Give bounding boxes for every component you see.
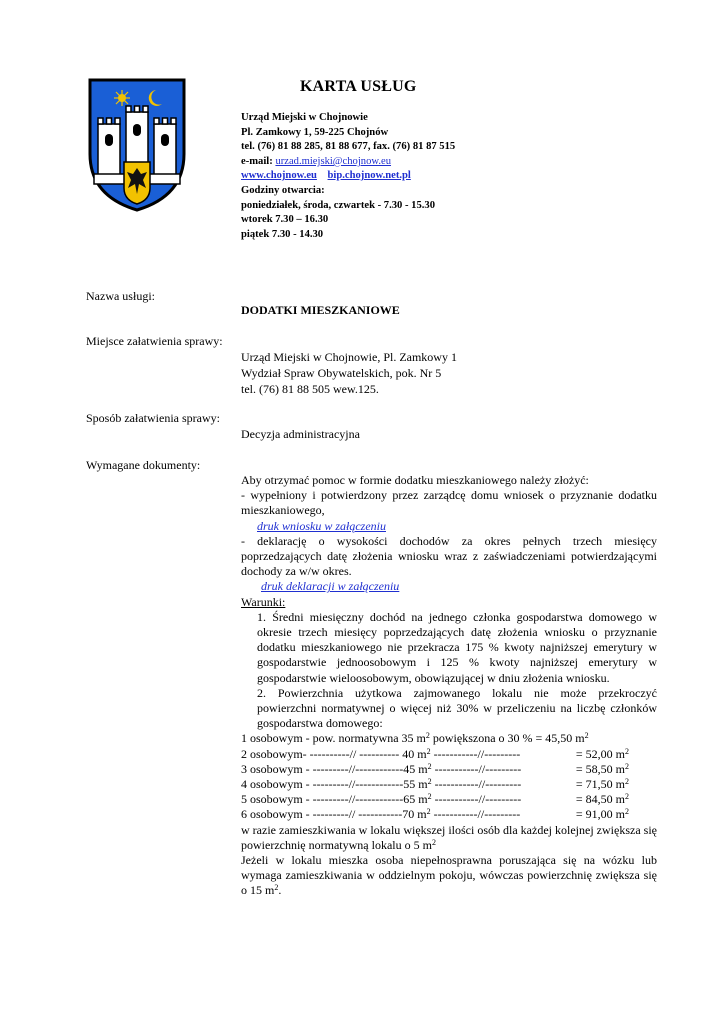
service-name-label: Nazwa usługi: — [86, 289, 155, 303]
office-info — [241, 111, 455, 242]
place-line-2: Wydział Spraw Obywatelskich, pok. Nr 5 — [241, 366, 442, 380]
coat-of-arms-logo — [86, 76, 188, 214]
norm-row-1: 1 osobowym - pow. normatywna 35 $m^2$ powiększona o 30 % = 45,50 $m^2$ — [241, 731, 589, 746]
place-label: Miejsce załatwienia sprawy: — [86, 334, 223, 348]
page-title: KARTA USŁUG — [300, 78, 417, 95]
docs-item-2: - deklarację o wysokości dochodów za okres pełnych trzech miesięcy poprzedzających datę złożenia wniosku wraz z zaświadczeniami potwierdzającymi dochody za w/w okres. — [241, 533, 657, 579]
place-line-3: tel. (76) 81 88 505 wew.125. — [241, 382, 379, 396]
office-address: Pl. Zamkowy 1, 59-225 Chojnów — [241, 126, 389, 138]
docs-intro: Aby otrzymać pomoc w formie dodatku mieszkaniowego należy złożyć: — [241, 473, 589, 487]
conditions-label: Warunki: — [241, 594, 286, 609]
note-disabled-person: Jeżeli w lokalu mieszka osoba niepełnosprawna poruszająca się na wózku lub wymaga zamieszkiwania w oddzielnym pokoju, wówczas powierzchnię zwiększa się o 15 $m^2$. — [241, 852, 657, 898]
norm-row-2: 2 osobowym- ----------// ---------- 40 $m^2$ -----------//--------- = 52,00 $m^2$ — [241, 746, 629, 761]
hours-label: Godziny otwarcia: — [241, 184, 325, 196]
required-documents — [241, 473, 657, 899]
norm-row-6: 6 osobowym - ---------// -----------70 $m^2$ -----------//--------- = 91,00 $m^2$ — [241, 807, 629, 822]
method-label: Sposób załatwienia sprawy: — [86, 411, 220, 425]
condition-2: 2. Powierzchnia użytkowa zajmowanego lokalu nie może przekroczyć powierzchni normatywnej o więcej niż 30% w przeliczeniu na liczbę członków gospodarstwa domowego: — [257, 685, 657, 731]
note-additional-person: w razie zamieszkiwania w lokalu większej ilości osób dla każdej kolejnej zwiększa się powierzchnię normatywną lokalu o 5 $m^2$ — [241, 822, 657, 852]
declaration-form-link[interactable]: druk deklaracji w załączeniu — [261, 579, 400, 594]
hours-line-1: poniedziałek, środa, czwartek - 7.30 - 15.30 — [241, 199, 436, 211]
website-line — [241, 169, 455, 184]
docs-label: Wymagane dokumenty: — [86, 458, 201, 472]
email-link[interactable]: urzad.miejski@chojnow.eu — [275, 155, 392, 167]
hours-line-2: wtorek 7.30 – 16.30 — [241, 214, 329, 226]
place-line-1: Urząd Miejski w Chojnowie, Pl. Zamkowy 1 — [241, 350, 457, 364]
office-name: Urząd Miejski w Chojnowie — [241, 112, 368, 123]
norm-row-4: 4 osobowym - ---------//------------55 $m^2$ -----------//--------- = 71,50 $m^2$ — [241, 777, 629, 792]
application-form-link[interactable]: druk wniosku w załączeniu — [257, 518, 386, 533]
email-label: e-mail: — [241, 155, 273, 167]
website-link[interactable]: www.chojnow.eu — [241, 170, 317, 182]
method-value: Decyzja administracyjna — [241, 427, 360, 441]
hours-line-3: piątek 7.30 - 14.30 — [241, 228, 324, 240]
sun-icon — [114, 90, 130, 106]
bip-link[interactable]: bip.chojnow.net.pl — [327, 170, 411, 182]
condition-1: 1. Średni miesięczny dochód na jednego członka gospodarstwa domowego w okresie trzech miesięcy poprzedzających datę złożenia wniosku o przyznanie dodatku mieszkaniowego nie przekracza 175 % kwoty najniższej emerytury w gospodarstwie jednoosobowym i 125 % kwoty najniższej emerytury w gospodarstwie wieloosobowym, obowiązującej w dniu złożenia wniosku. — [257, 609, 657, 685]
place-value — [241, 349, 457, 397]
norm-row-5: 5 osobowym - ---------//------------65 $m^2$ -----------//--------- = 84,50 $m^2$ — [241, 792, 629, 807]
email-line — [241, 155, 455, 170]
norm-row-3: 3 osobowym - ---------//------------45 $m^2$ -----------//--------- = 58,50 $m^2$ — [241, 761, 629, 776]
office-phones: tel. (76) 81 88 285, 81 88 677, fax. (76) 81 87 515 — [241, 141, 456, 153]
service-name: DODATKI MIESZKANIOWE — [241, 303, 400, 317]
docs-item-1: - wypełniony i potwierdzony przez zarządcę domu wniosek o przyznanie dodatku mieszkaniowego, — [241, 488, 657, 518]
